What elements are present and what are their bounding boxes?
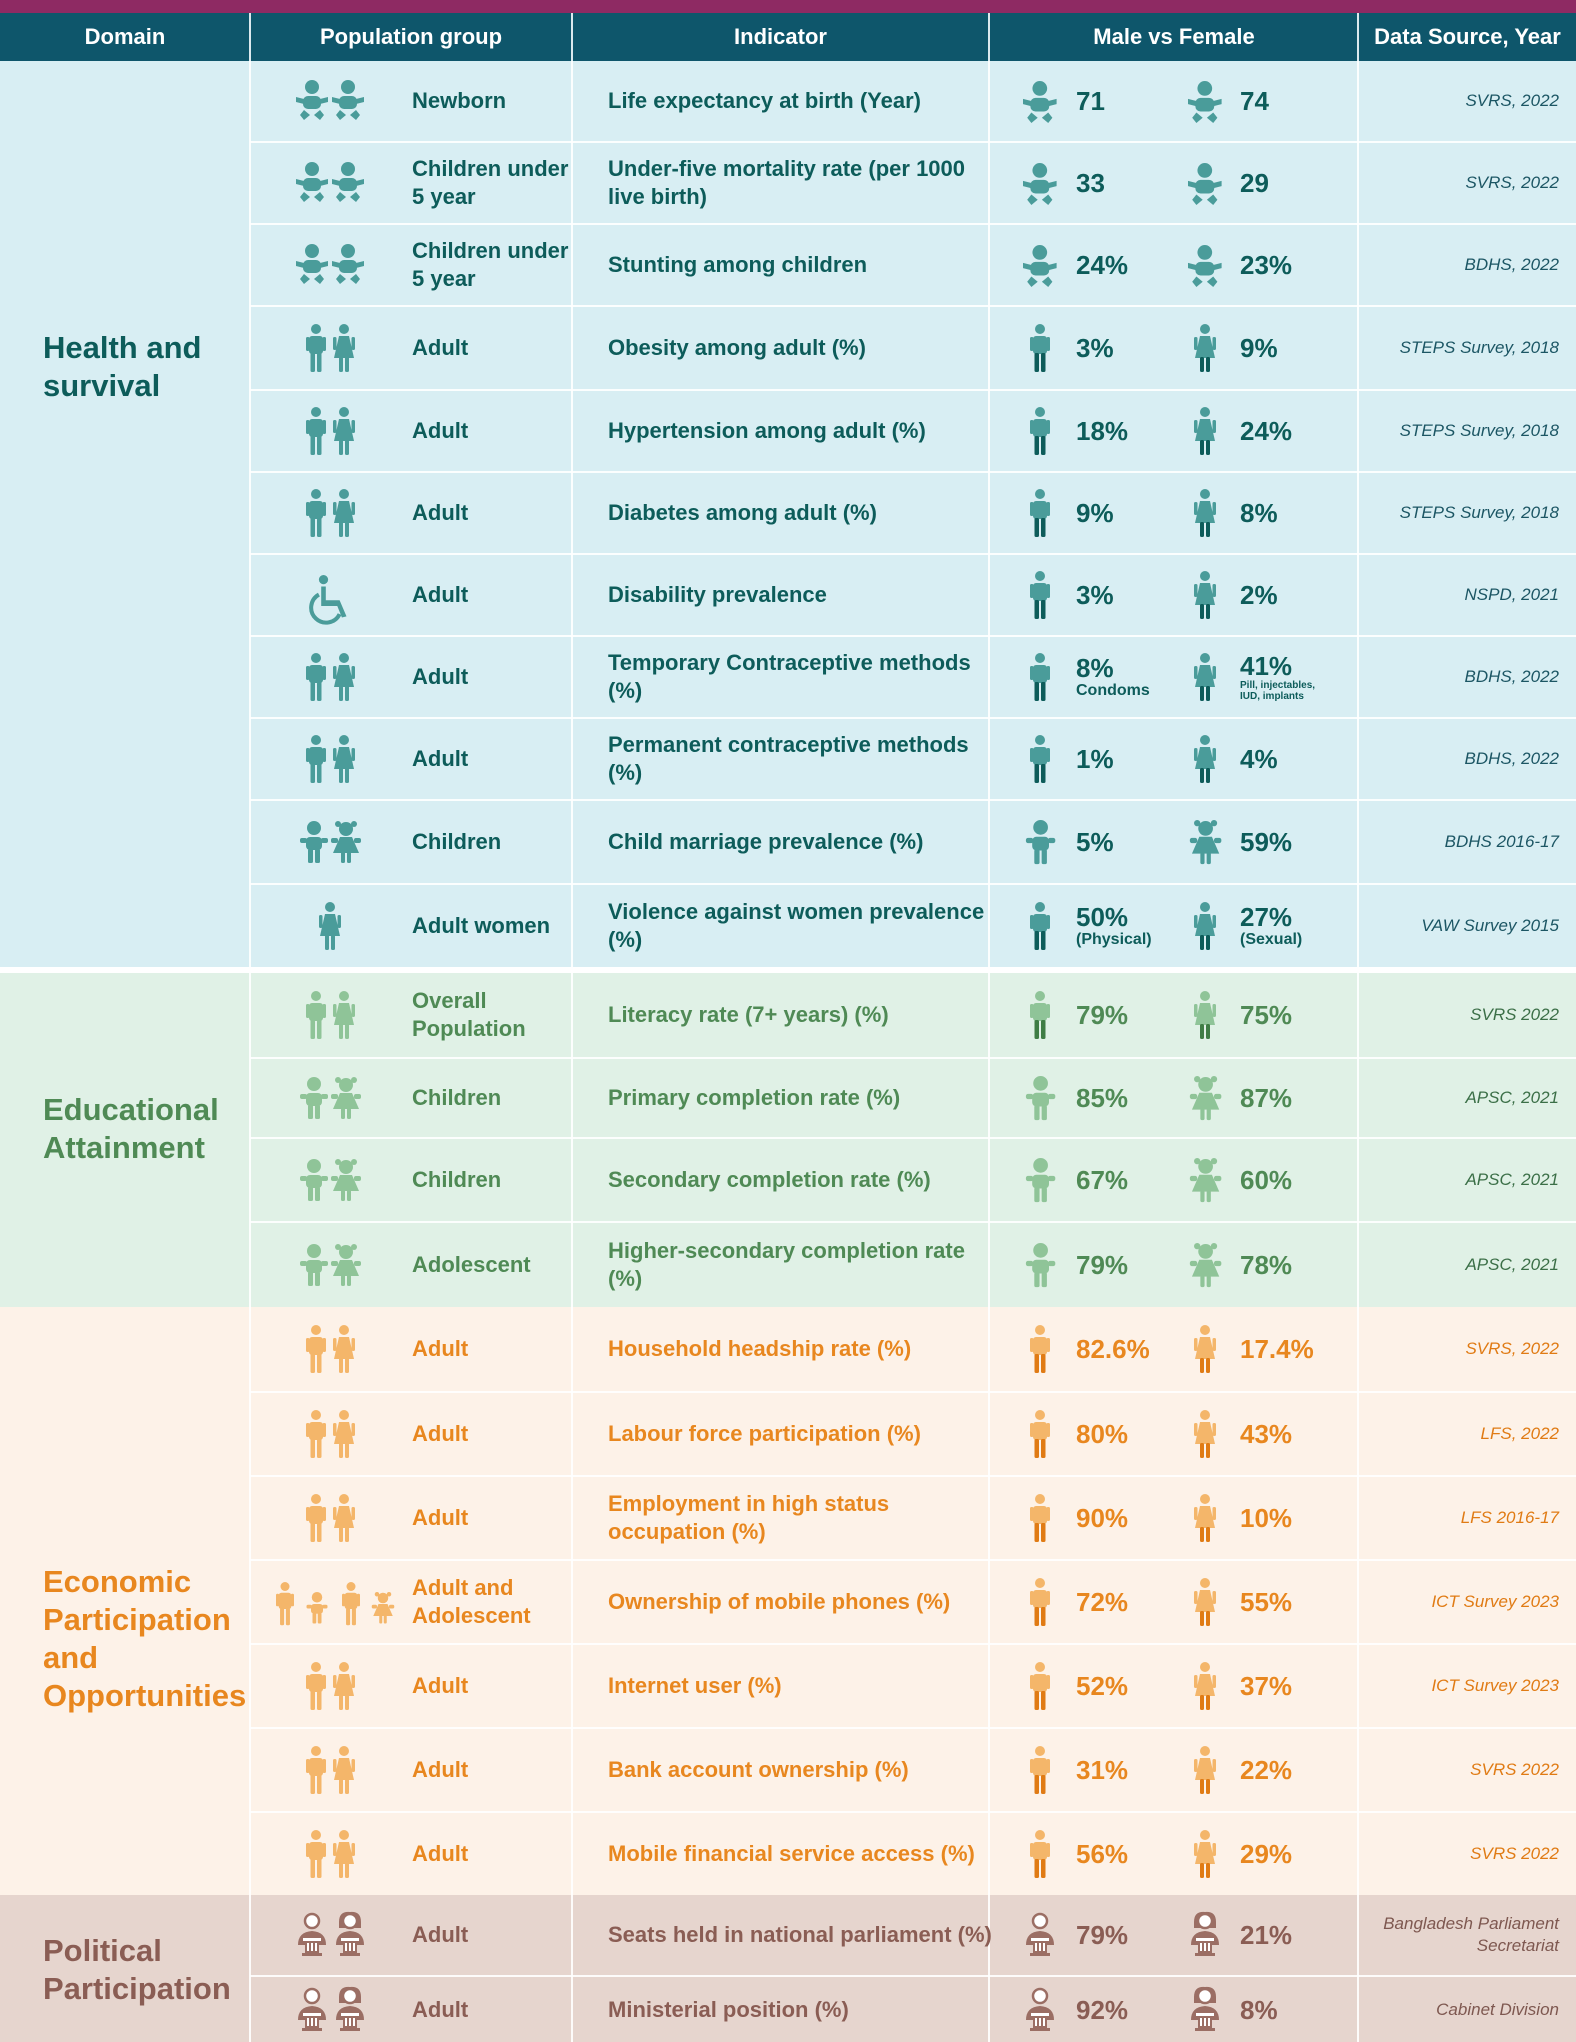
female-value [1240, 1813, 1292, 1895]
male-value-text: 90% [1076, 1503, 1129, 1533]
female-figure-icon [1185, 1813, 1225, 1895]
data-source: STEPS Survey, 2018 [1399, 503, 1559, 522]
indicator-label: Temporary Contraceptive methods (%) [608, 650, 971, 703]
female-value [1240, 555, 1278, 635]
female-value [1240, 885, 1302, 967]
female-figure-icon [1185, 391, 1225, 471]
data-source: BDHS 2016-17 [1444, 832, 1559, 851]
female-value-text: 75% [1240, 1000, 1293, 1030]
male-value [1076, 973, 1128, 1057]
data-source: STEPS Survey, 2018 [1399, 421, 1559, 440]
male-figure-icon [1020, 61, 1060, 141]
female-value-text: 2% [1240, 580, 1278, 610]
female-value [1240, 307, 1278, 389]
male-value [1076, 61, 1105, 141]
female-value-text: 74 [1240, 86, 1269, 116]
male-figure-icon [1020, 391, 1060, 471]
wheelchair-icon [250, 555, 410, 635]
indicator-label: Labour force participation (%) [608, 1421, 921, 1446]
female-value [1240, 1729, 1292, 1811]
male-value-text: 31% [1076, 1755, 1129, 1785]
indicator-label: Obesity among adult (%) [608, 335, 866, 360]
female-figure-icon [1185, 1393, 1225, 1475]
male-figure-icon [1020, 1645, 1060, 1727]
indicator-label: Secondary completion rate (%) [608, 1167, 931, 1192]
male-value [1076, 473, 1114, 553]
data-source: APSC, 2021 [1465, 1170, 1559, 1189]
female-value [1240, 143, 1269, 223]
male-figure-icon [1020, 225, 1060, 305]
female-figure-icon [1185, 225, 1225, 305]
female-figure-icon [1185, 1729, 1225, 1811]
indicator-label: Hypertension among adult (%) [608, 418, 926, 443]
table-row [250, 389, 1576, 471]
table-row [250, 141, 1576, 223]
female-figure-icon [1185, 1645, 1225, 1727]
female-value [1240, 473, 1278, 553]
adult-pair-icon [250, 637, 410, 717]
data-source: SVRS, 2022 [1465, 91, 1559, 110]
female-value-text: 8% [1240, 1994, 1278, 2025]
data-source: Bangladesh Parliament Secretariat [1383, 1914, 1559, 1955]
female-figure-icon [1185, 1059, 1225, 1137]
data-source: VAW Survey 2015 [1421, 916, 1559, 935]
male-figure-icon [1020, 801, 1060, 883]
adult-pair-icon [250, 719, 410, 799]
data-source: LFS 2016-17 [1460, 1508, 1559, 1527]
table-row [250, 553, 1576, 635]
baby-pair-icon [250, 61, 410, 141]
male-value [1076, 801, 1114, 883]
female-value-text: 22% [1240, 1755, 1293, 1785]
data-source: NSPD, 2021 [1464, 585, 1559, 604]
male-value [1076, 391, 1128, 471]
section-pol [0, 1895, 1576, 2042]
population-group-label: Adult [412, 1336, 469, 1361]
adult-pair-icon [250, 473, 410, 553]
female-value-text: 87% [1240, 1083, 1293, 1113]
indicator-label: Literacy rate (7+ years) (%) [608, 1002, 889, 1027]
female-figure-icon [1185, 885, 1225, 967]
female-value [1240, 1059, 1292, 1137]
female-value [1240, 801, 1292, 883]
indicator-label: Diabetes among adult (%) [608, 500, 877, 525]
male-figure-icon [1020, 1895, 1060, 1975]
baby-pair-icon [250, 143, 410, 223]
domain-label: Economic Participation and Opportunities [43, 1564, 247, 1713]
male-figure-icon [1020, 719, 1060, 799]
data-source: BDHS, 2022 [1464, 749, 1559, 768]
male-figure-icon [1020, 1393, 1060, 1475]
table-row [250, 223, 1576, 305]
male-value [1076, 1561, 1128, 1643]
male-value [1076, 1645, 1128, 1727]
table-row [250, 1391, 1576, 1475]
female-figure-icon [1185, 973, 1225, 1057]
adult-pair-icon [250, 973, 410, 1057]
population-group-label: Children under 5 year [412, 156, 569, 209]
female-value-text: 29 [1240, 168, 1269, 198]
male-value [1076, 143, 1105, 223]
male-value [1076, 307, 1114, 389]
domain-label: Educational Attainment [43, 1092, 219, 1165]
female-value-text: 10% [1240, 1503, 1293, 1533]
male-value-text: 8% [1076, 653, 1114, 683]
female-value [1240, 719, 1278, 799]
adult-pair-icon [250, 1393, 410, 1475]
female-value [1240, 637, 1320, 717]
table-row [250, 1559, 1576, 1643]
data-source: APSC, 2021 [1465, 1255, 1559, 1274]
female-figure-icon [1185, 801, 1225, 883]
male-value [1076, 1059, 1128, 1137]
data-source: BDHS, 2022 [1464, 255, 1559, 274]
data-source: LFS, 2022 [1480, 1424, 1559, 1443]
male-figure-icon [1020, 1307, 1060, 1391]
table-row [250, 799, 1576, 883]
population-group-label: Children [412, 829, 502, 854]
male-value [1076, 555, 1114, 635]
indicator-label: Permanent contraceptive methods (%) [608, 732, 969, 785]
adult-pair-icon [250, 391, 410, 471]
adult-pair-icon [250, 1477, 410, 1559]
female-value [1240, 391, 1292, 471]
female-value-text: 27% [1240, 902, 1293, 932]
female-figure-icon [1185, 473, 1225, 553]
header-male-vs-female: Male vs Female [1093, 24, 1255, 49]
male-value [1076, 1813, 1128, 1895]
male-value-text: 71 [1076, 86, 1105, 116]
female-value-text: 4% [1240, 744, 1278, 774]
table-row [250, 1475, 1576, 1559]
female-value-text: 43% [1240, 1419, 1293, 1449]
male-figure-icon [1020, 473, 1060, 553]
female-value [1240, 1477, 1292, 1559]
male-figure-icon [1020, 1139, 1060, 1221]
population-group-label: Newborn [412, 88, 507, 113]
male-figure-icon [1020, 1561, 1060, 1643]
adult-pair-icon [250, 1729, 410, 1811]
female-value [1240, 1223, 1292, 1307]
indicator-label: Primary completion rate (%) [608, 1085, 901, 1110]
data-source: ICT Survey 2023 [1431, 1592, 1559, 1611]
male-value-text: 79% [1076, 1000, 1129, 1030]
table-row [250, 61, 1576, 141]
table-row [250, 1221, 1576, 1307]
female-value [1240, 1139, 1292, 1221]
male-value [1076, 637, 1150, 717]
indicator-label: Household headship rate (%) [608, 1336, 912, 1361]
female-figure-icon [1185, 719, 1225, 799]
table-row [250, 973, 1576, 1057]
male-figure-icon [1020, 885, 1060, 967]
population-group-label: Adult [412, 664, 469, 689]
indicator-label: Employment in high status occupation (%) [608, 1491, 890, 1544]
population-group-label: Adult [412, 746, 469, 771]
section-edu [0, 973, 1576, 1307]
data-source: SVRS 2022 [1470, 1005, 1559, 1024]
male-figure-icon [1020, 1059, 1060, 1137]
male-figure-icon [1020, 143, 1060, 223]
data-source: SVRS 2022 [1470, 1844, 1559, 1863]
indicator-label: Disability prevalence [608, 582, 827, 607]
header-domain: Domain [84, 24, 166, 49]
data-source: STEPS Survey, 2018 [1399, 338, 1559, 357]
female-value-text: 21% [1240, 1920, 1293, 1950]
male-value-text: 1% [1076, 744, 1114, 774]
female-value-note: Pill, injectables, IUD, implants [1240, 680, 1316, 702]
male-figure-icon [1020, 1477, 1060, 1559]
table-row [250, 635, 1576, 717]
indicator-label: Ownership of mobile phones (%) [608, 1589, 951, 1614]
table-header [0, 13, 1576, 61]
indicator-label: Mobile financial service access (%) [608, 1841, 975, 1866]
male-value-note: Condoms [1076, 682, 1150, 699]
section-econ [0, 1307, 1576, 1895]
male-value [1076, 1729, 1128, 1811]
population-group-label: Adult [412, 1673, 469, 1698]
female-value [1240, 973, 1292, 1057]
female-value-text: 41% [1240, 651, 1293, 681]
population-group-label: Children [412, 1085, 502, 1110]
female-figure-icon [1185, 307, 1225, 389]
male-value-text: 79% [1076, 1920, 1129, 1950]
indicator-label: Child marriage prevalence (%) [608, 829, 924, 854]
male-value-text: 52% [1076, 1671, 1129, 1701]
female-value-text: 9% [1240, 333, 1278, 363]
indicator-label: Ministerial position (%) [608, 1996, 849, 2022]
population-group-label: Adult [412, 500, 469, 525]
male-value [1076, 1895, 1128, 1975]
table-row [250, 1307, 1576, 1391]
baby-pair-icon [250, 225, 410, 305]
male-value-text: 3% [1076, 333, 1114, 363]
adult-pair-icon [250, 1813, 410, 1895]
population-group-label: Adult [412, 1505, 469, 1530]
family-group-icon [250, 1561, 410, 1643]
top-accent-bar [0, 0, 1576, 13]
female-value-note: (Sexual) [1240, 931, 1303, 948]
child-pair-icon [250, 1223, 410, 1307]
population-group-label: Adult [412, 1996, 469, 2022]
table-row [250, 1811, 1576, 1895]
header-data-source: Data Source, Year [1374, 24, 1561, 49]
female-figure-icon [1185, 1561, 1225, 1643]
population-group-label: Overall Population [412, 988, 526, 1041]
male-value-text: 85% [1076, 1083, 1129, 1113]
male-value-text: 92% [1076, 1994, 1129, 2025]
female-figure-icon [1185, 1139, 1225, 1221]
male-value [1076, 1977, 1128, 2042]
table-row [250, 1137, 1576, 1221]
table-row [250, 471, 1576, 553]
male-figure-icon [1020, 1813, 1060, 1895]
male-value-text: 24% [1076, 250, 1129, 280]
female-figure-icon [1185, 1895, 1225, 1975]
indicator-label: Under-five mortality rate (per 1000 live birth) [608, 156, 966, 209]
child-pair-icon [250, 1139, 410, 1221]
male-value-text: 82.6% [1076, 1334, 1150, 1364]
female-value [1240, 1895, 1292, 1975]
population-group-label: Adult [412, 1841, 469, 1866]
male-value-text: 3% [1076, 580, 1114, 610]
population-group-label: Adolescent [412, 1252, 531, 1277]
data-source: SVRS, 2022 [1465, 1339, 1559, 1358]
male-value [1076, 719, 1114, 799]
female-value [1240, 1561, 1292, 1643]
female-value-text: 78% [1240, 1250, 1293, 1280]
speaker-pair-icon [250, 1895, 410, 1975]
woman-icon [250, 885, 410, 967]
population-group-label: Adult [412, 1922, 469, 1947]
male-value [1076, 885, 1152, 967]
female-figure-icon [1185, 143, 1225, 223]
male-figure-icon [1020, 1223, 1060, 1307]
indicator-label: Internet user (%) [608, 1673, 782, 1698]
male-figure-icon [1020, 637, 1060, 717]
male-figure-icon [1020, 1977, 1060, 2042]
population-group-label: Adult and Adolescent [412, 1575, 531, 1628]
male-value-text: 18% [1076, 416, 1129, 446]
female-value [1240, 1977, 1278, 2042]
table-row [250, 1895, 1576, 1975]
child-pair-icon [250, 801, 410, 883]
female-value-text: 8% [1240, 498, 1278, 528]
male-value [1076, 1223, 1128, 1307]
male-figure-icon [1020, 973, 1060, 1057]
male-value [1076, 1139, 1128, 1221]
section-health [0, 61, 1576, 967]
female-value [1240, 225, 1292, 305]
female-figure-icon [1185, 555, 1225, 635]
male-value [1076, 1477, 1128, 1559]
table-row [250, 717, 1576, 799]
female-figure-icon [1185, 637, 1225, 717]
child-pair-icon [250, 1059, 410, 1137]
population-group-label: Children under 5 year [412, 238, 569, 291]
female-figure-icon [1185, 1307, 1225, 1391]
male-figure-icon [1020, 307, 1060, 389]
population-group-label: Adult [412, 1757, 469, 1782]
header-indicator: Indicator [734, 24, 827, 49]
table-row [250, 1643, 1576, 1727]
female-value [1240, 1645, 1292, 1727]
population-group-label: Adult [412, 418, 469, 443]
female-value [1240, 61, 1269, 141]
female-figure-icon [1185, 1223, 1225, 1307]
female-figure-icon [1185, 1977, 1225, 2042]
male-value [1076, 225, 1128, 305]
data-source: ICT Survey 2023 [1431, 1676, 1559, 1695]
male-value-text: 67% [1076, 1165, 1129, 1195]
data-source: BDHS, 2022 [1464, 667, 1559, 686]
female-value-text: 23% [1240, 250, 1293, 280]
population-group-label: Adult women [412, 913, 551, 938]
table-row [250, 1057, 1576, 1137]
male-figure-icon [1020, 1729, 1060, 1811]
data-source: APSC, 2021 [1465, 1088, 1559, 1107]
table-row [250, 1975, 1576, 2042]
male-value-text: 50% [1076, 902, 1129, 932]
indicator-label: Higher-secondary completion rate (%) [608, 1238, 965, 1291]
domain-label: Health and survival [43, 330, 202, 403]
female-value-text: 37% [1240, 1671, 1293, 1701]
female-value-text: 59% [1240, 827, 1293, 857]
indicator-label: Stunting among children [608, 252, 868, 277]
female-figure-icon [1185, 1477, 1225, 1559]
indicator-label: Violence against women prevalence (%) [608, 899, 985, 952]
data-source: SVRS 2022 [1470, 1760, 1559, 1779]
table-row [250, 305, 1576, 389]
male-value-text: 72% [1076, 1587, 1129, 1617]
domain-label: Political Participation [43, 1933, 231, 2006]
male-value-text: 80% [1076, 1419, 1129, 1449]
data-source: SVRS, 2022 [1465, 173, 1559, 192]
male-value-text: 79% [1076, 1250, 1129, 1280]
population-group-label: Adult [412, 1421, 469, 1446]
male-value [1076, 1307, 1150, 1391]
female-figure-icon [1185, 61, 1225, 141]
speaker-pair-icon [250, 1977, 410, 2042]
data-source: Cabinet Division [1436, 1999, 1559, 2019]
adult-pair-icon [250, 307, 410, 389]
male-value-text: 33 [1076, 168, 1105, 198]
indicator-label: Bank account ownership (%) [608, 1757, 909, 1782]
table-row [250, 883, 1576, 967]
female-value-text: 60% [1240, 1165, 1293, 1195]
male-value-text: 5% [1076, 827, 1114, 857]
male-value-note: (Physical) [1076, 931, 1152, 948]
adult-pair-icon [250, 1645, 410, 1727]
female-value-text: 55% [1240, 1587, 1293, 1617]
header-population-group: Population group [319, 24, 503, 49]
population-group-label: Children [412, 1167, 502, 1192]
female-value [1240, 1307, 1314, 1391]
female-value-text: 17.4% [1240, 1334, 1314, 1364]
indicator-label: Life expectancy at birth (Year) [608, 88, 921, 113]
female-value-text: 24% [1240, 416, 1293, 446]
female-value [1240, 1393, 1292, 1475]
population-group-label: Adult [412, 582, 469, 607]
indicator-label: Seats held in national parliament (%) [608, 1922, 992, 1947]
population-group-label: Adult [412, 335, 469, 360]
male-value [1076, 1393, 1128, 1475]
adult-pair-icon [250, 1307, 410, 1391]
male-value-text: 56% [1076, 1839, 1129, 1869]
female-value-text: 29% [1240, 1839, 1293, 1869]
male-figure-icon [1020, 555, 1060, 635]
table-row [250, 1727, 1576, 1811]
male-value-text: 9% [1076, 498, 1114, 528]
